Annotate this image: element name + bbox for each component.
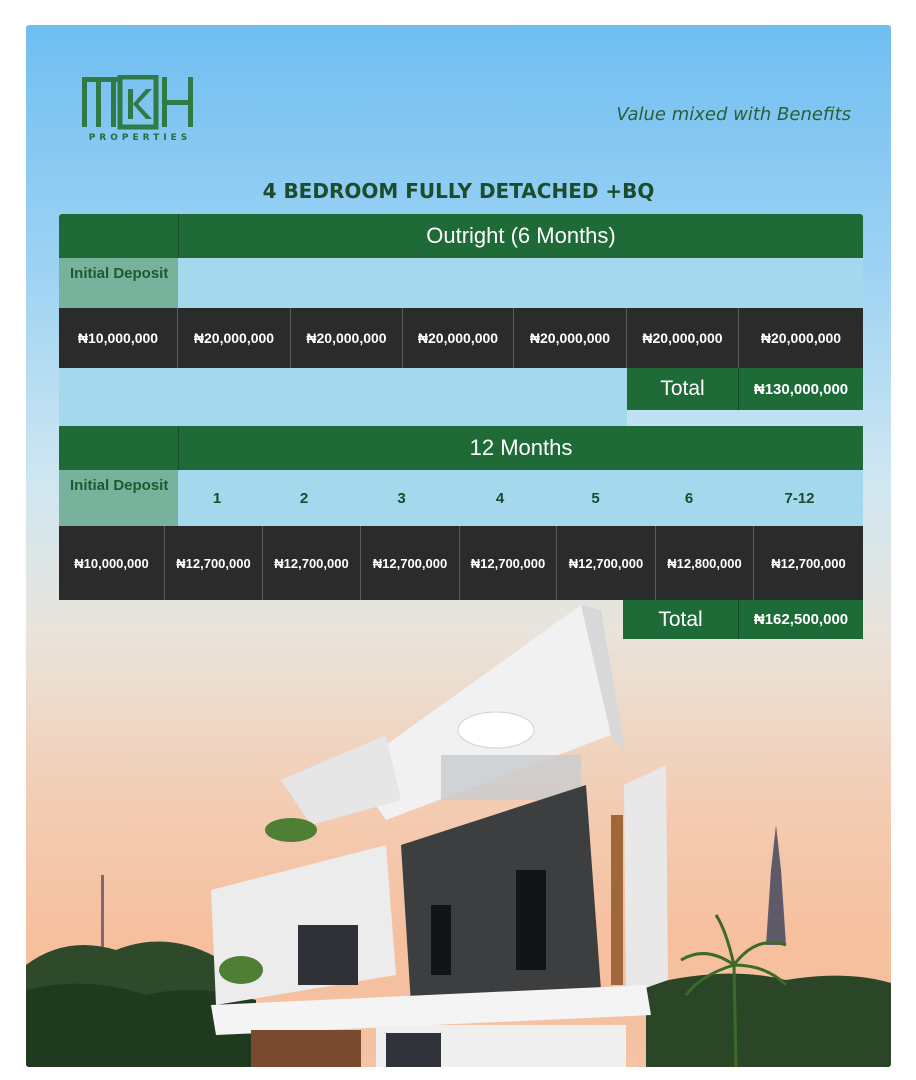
outright-plan-table bbox=[59, 214, 863, 426]
outright-label-row bbox=[59, 258, 863, 308]
month-label: 3 bbox=[397, 489, 406, 507]
month-label: 5 bbox=[591, 489, 600, 507]
month-label: 1 bbox=[212, 489, 222, 507]
total-value: ₦162,500,000 bbox=[738, 600, 863, 639]
month-label: 2 bbox=[299, 489, 309, 507]
total-label: Total bbox=[623, 600, 738, 639]
mkh-logo bbox=[80, 75, 200, 147]
outright-header: Outright (6 Months) bbox=[178, 214, 863, 258]
initial-deposit-label: Initial Deposit bbox=[59, 258, 178, 308]
page-title: 4 BEDROOM FULLY DETACHED +BQ bbox=[262, 179, 655, 203]
outright-total-row bbox=[59, 368, 863, 426]
month-label: 7-12 bbox=[784, 489, 815, 507]
amount-cell: ₦20,000,000 bbox=[627, 308, 739, 368]
tagline: Value mixed with Benefits bbox=[616, 104, 851, 125]
month-label: 4 bbox=[495, 489, 505, 507]
amount-cell: ₦20,000,000 bbox=[291, 308, 403, 368]
amount-cell: ₦20,000,000 bbox=[514, 308, 627, 368]
amount-cell: ₦20,000,000 bbox=[178, 308, 291, 368]
month-label: 6 bbox=[684, 489, 694, 507]
amount-cell: ₦12,700,000 bbox=[165, 526, 263, 600]
amount-cell: ₦12,700,000 bbox=[460, 526, 557, 600]
outright-header-row bbox=[59, 214, 863, 258]
mkh-logo-icon bbox=[80, 75, 200, 130]
total-value: ₦130,000,000 bbox=[738, 368, 863, 410]
twelve-month-header: 12 Months bbox=[178, 426, 863, 470]
amount-cell: ₦12,700,000 bbox=[361, 526, 460, 600]
amount-cell: ₦10,000,000 bbox=[59, 526, 165, 600]
amount-cell: ₦12,700,000 bbox=[557, 526, 656, 600]
outright-amounts-row bbox=[59, 308, 863, 368]
house-render-illustration bbox=[26, 585, 891, 1067]
twelve-header-row bbox=[59, 426, 863, 470]
logo-subtitle: PROPERTIES bbox=[88, 133, 192, 143]
amount-cell: ₦10,000,000 bbox=[59, 308, 178, 368]
amount-cell: ₦12,700,000 bbox=[771, 555, 846, 571]
flyer-card bbox=[26, 25, 891, 1067]
amount-cell: ₦20,000,000 bbox=[403, 308, 514, 368]
total-label: Total bbox=[627, 368, 738, 410]
amount-cell: ₦12,800,000 bbox=[656, 526, 754, 600]
initial-deposit-label: Initial Deposit bbox=[59, 470, 178, 526]
amount-cell: ₦20,000,000 bbox=[760, 330, 842, 346]
amount-cell: ₦12,700,000 bbox=[263, 526, 361, 600]
twelve-months-row bbox=[59, 470, 863, 526]
